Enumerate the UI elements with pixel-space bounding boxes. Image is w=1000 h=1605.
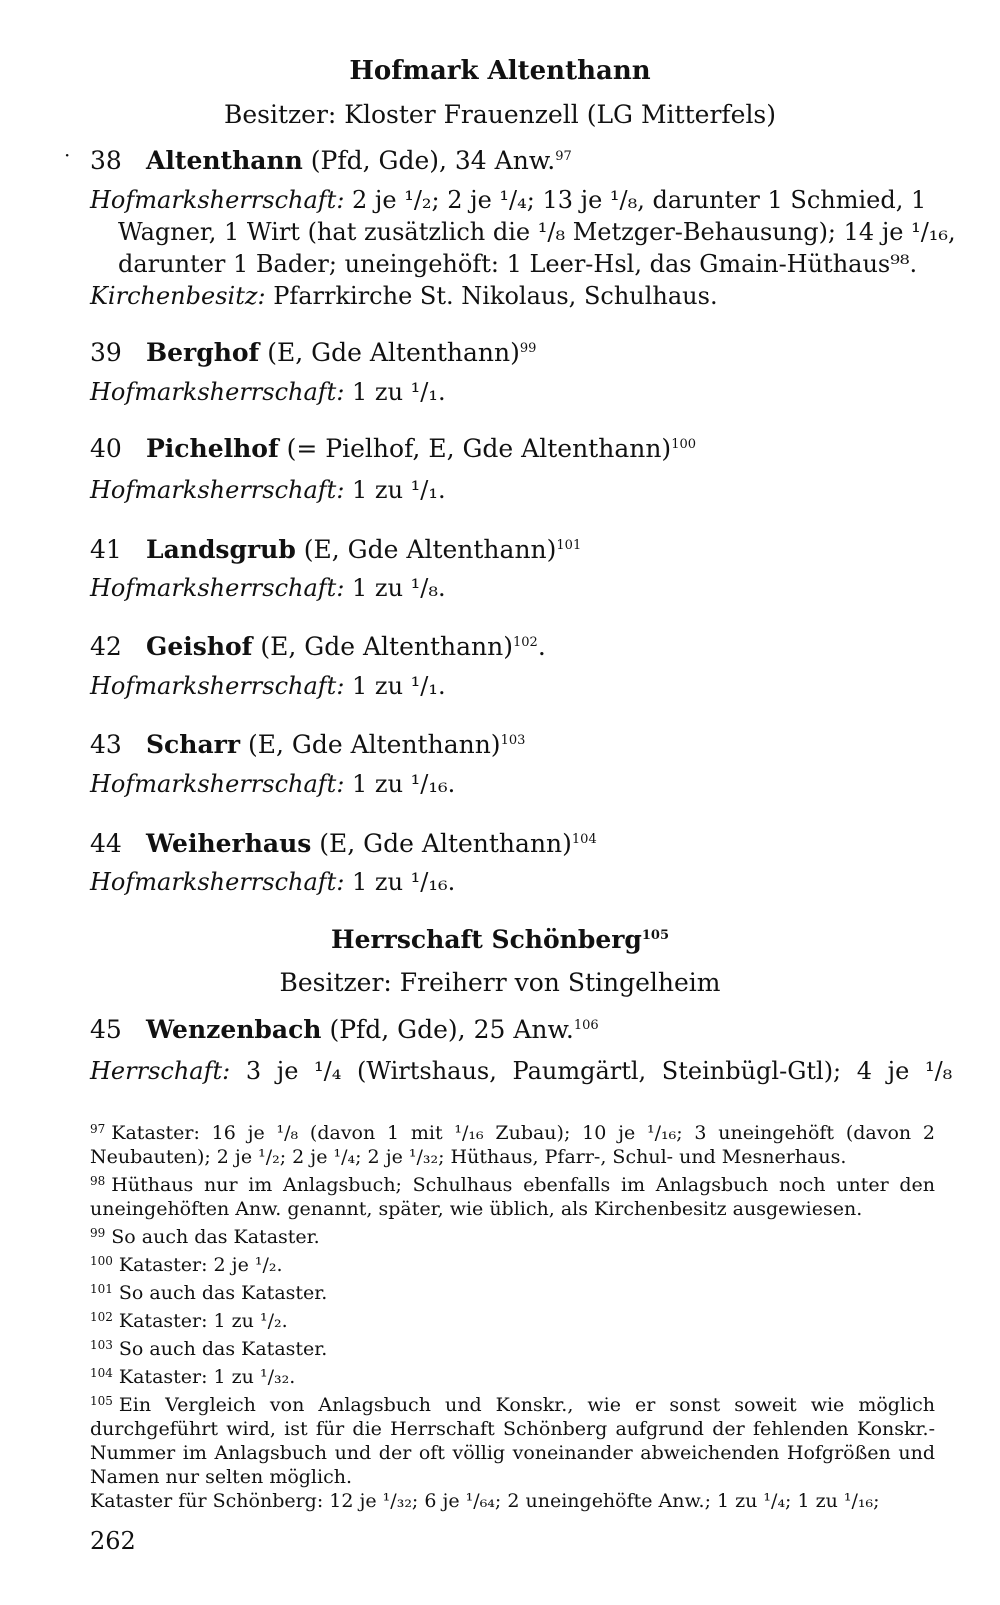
- entry-44-heading: [90, 829, 597, 858]
- place-name: Berghof: [146, 338, 260, 367]
- footnote-ref: 101: [556, 538, 582, 553]
- entry-number: 40: [90, 434, 122, 463]
- entry-39-heading: [90, 338, 536, 367]
- label-text: Hofmarksherrschaft:: [90, 868, 345, 896]
- entry-38-line-2: Wagner, 1 Wirt (hat zusätzlich die ¹/₈ Metzger-Behausung); 14 je ¹/₁₆,: [118, 218, 956, 246]
- entry-42-heading: 42 Geishof (E, Gde Altenthann)$^{102}$.: [90, 632, 546, 661]
- entry-41-heading: [90, 535, 581, 564]
- place-details: (E, Gde Altenthann): [267, 338, 520, 367]
- entry-43-heading: [90, 730, 525, 759]
- label-text: Hofmarksherrschaft:: [90, 186, 345, 214]
- place-name: Altenthann: [146, 146, 303, 175]
- place-details: (Pfd, Gde), 25 Anw.: [329, 1015, 574, 1044]
- entry-number: 45: [90, 1015, 122, 1044]
- footnote-ref: 106: [573, 1018, 599, 1033]
- place-details: (E, Gde Altenthann): [303, 535, 557, 564]
- place-details: (= Pielhof, E, Gde Altenthann): [286, 434, 672, 463]
- margin-mark: ·: [64, 143, 71, 167]
- section-title-text: Herrschaft Schönberg: [330, 925, 642, 954]
- entry-number: 43: [90, 730, 122, 759]
- footnote-104: $^{104}$ Kataster: 1 zu ¹/₃₂.: [90, 1366, 296, 1388]
- place-details: (E, Gde Altenthann): [260, 632, 514, 661]
- section-title-hofmark-altenthann: Hofmark Altenthann: [349, 56, 651, 86]
- place-name: Geishof: [146, 632, 253, 661]
- label-text: Hofmarksherrschaft:: [90, 574, 345, 602]
- label-text: Kirchenbesitz:: [90, 282, 266, 310]
- section-owner-line: Besitzer: Freiherr von Stingelheim: [279, 968, 721, 997]
- section-owner-line: Besitzer: Kloster Frauenzell (LG Mitterfels): [223, 100, 777, 129]
- footnote-ref: 105: [641, 928, 670, 943]
- entry-40-heading: [90, 434, 696, 463]
- entry-number: 42: [90, 632, 122, 661]
- section-title-herrschaft-schoenberg: [0, 925, 1000, 954]
- entry-43-line-1: Hofmarksherrschaft: 1 zu ¹/₁₆.: [90, 770, 456, 798]
- place-details: (E, Gde Altenthann): [247, 730, 501, 759]
- footnote-99: $^{99}$ So auch das Kataster.: [90, 1226, 320, 1248]
- footnote-98: $^{98}$ Hüthaus nur im Anlagsbuch; Schulhaus ebenfalls im Anlagsbuch noch unter den uneingehöften Anw. genannt, später, wie üblich, als Kirchenbesitz ausgewiesen.: [90, 1174, 935, 1220]
- entry-38-line-4: Kirchenbesitz: Pfarrkirche St. Nikolaus, Schulhaus.: [90, 282, 718, 310]
- place-name: Scharr: [146, 730, 240, 759]
- label-text: Hofmarksherrschaft:: [90, 672, 345, 700]
- footnote-ref: 97: [555, 149, 572, 164]
- place-name: Wenzenbach: [146, 1015, 322, 1044]
- entry-number: 41: [90, 535, 122, 564]
- footnote-102: $^{102}$ Kataster: 1 zu ¹/₂.: [90, 1310, 288, 1332]
- footnote-101: $^{101}$ So auch das Kataster.: [90, 1282, 328, 1304]
- entry-38-line-3: darunter 1 Bader; uneingehöft: 1 Leer-Hsl, das Gmain-Hüthaus⁹⁸.: [118, 250, 918, 278]
- entry-number: 38: [90, 146, 122, 175]
- entry-45-heading: [90, 1015, 599, 1044]
- label-text: Hofmarksherrschaft:: [90, 476, 345, 504]
- footnote-ref: 99: [519, 341, 537, 356]
- label-text: Hofmarksherrschaft:: [90, 378, 345, 406]
- entry-number: 44: [90, 829, 122, 858]
- footnote-97: $^{97}$ Kataster: 16 je ¹/₈ (davon 1 mit ¹/₁₆ Zubau); 10 je ¹/₁₆; 3 uneingehöft (davon 2 Neubauten); 2 je ¹/₂; 2 je ¹/₄; 2 je ¹/₃₂; Hüthaus, Pfarr-, Schul- und Mesnerhaus.: [90, 1122, 935, 1168]
- entry-38-heading: [90, 146, 572, 175]
- entry-38-line-1: Hofmarksherrschaft: 2 je ¹/₂; 2 je ¹/₄; 13 je ¹/₈, darunter 1 Schmied, 1: [90, 186, 927, 214]
- place-name: Landsgrub: [146, 535, 296, 564]
- label-text: Hofmarksherrschaft:: [90, 770, 345, 798]
- footnote-105-continuation: Kataster für Schönberg: 12 je ¹/₃₂; 6 je ¹/₆₄; 2 uneingehöfte Anw.; 1 zu ¹/₄; 1 zu ¹/₁₆;: [90, 1490, 880, 1512]
- place-details: (E, Gde Altenthann): [319, 829, 572, 858]
- footnote-ref: 102: [513, 635, 538, 650]
- footnote-103: $^{103}$ So auch das Kataster.: [90, 1338, 328, 1360]
- footnote-ref: 100: [671, 437, 697, 452]
- page-number: 262: [90, 1527, 136, 1555]
- entry-39-line-1: Hofmarksherrschaft: 1 zu ¹/₁.: [90, 378, 446, 406]
- place-details: (Pfd, Gde), 34 Anw.: [310, 146, 556, 175]
- entry-45-line-1: Herrschaft: 3 je ¹/₄ (Wirtshaus, Paumgärtl, Steinbügl-Gtl); 4 je ¹/₈: [90, 1057, 953, 1085]
- entry-41-line-1: Hofmarksherrschaft: 1 zu ¹/₈.: [90, 574, 446, 602]
- entry-40-line-1: Hofmarksherrschaft: 1 zu ¹/₁.: [90, 476, 446, 504]
- place-name: Weiherhaus: [146, 829, 312, 858]
- entry-44-line-1: Hofmarksherrschaft: 1 zu ¹/₁₆.: [90, 868, 456, 896]
- footnote-ref: 104: [571, 832, 597, 847]
- footnotes: [90, 1117, 935, 1513]
- entry-42-line-1: Hofmarksherrschaft: 1 zu ¹/₁.: [90, 672, 446, 700]
- entry-number: 39: [90, 338, 122, 367]
- place-name: Pichelhof: [146, 434, 279, 463]
- footnote-105: $^{105}$ Ein Vergleich von Anlagsbuch und Konskr., wie er sonst soweit wie möglich durchgeführt wird, ist für die Herrschaft Schönberg aufgrund der fehlenden Konskr.-Nummer im Anlagsbuch und der oft völlig voneinander abweichenden Hofgrößen und Namen nur selten möglich.: [90, 1394, 935, 1488]
- footnote-ref: 103: [500, 733, 526, 748]
- label-text: Herrschaft:: [90, 1057, 231, 1085]
- footnote-100: $^{100}$ Kataster: 2 je ¹/₂.: [90, 1254, 283, 1276]
